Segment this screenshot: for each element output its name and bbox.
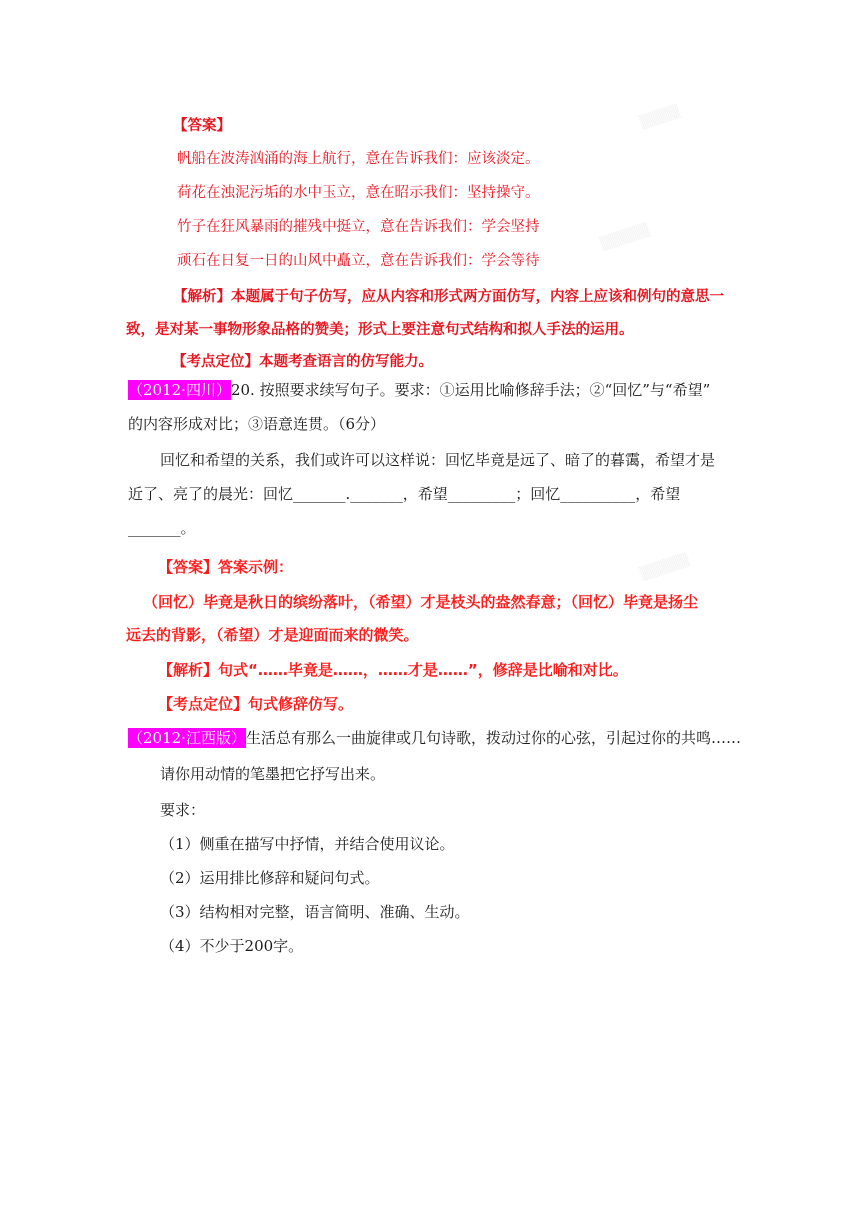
source-tag: （2012·江西版）	[128, 729, 246, 747]
question-text: 20. 按照要求续写句子。要求：①运用比喻修辞手法；②“回忆”与“希望”	[230, 381, 711, 399]
question-text: 生活总有那么一曲旋律或几句诗歌，拨动过你的心弦，引起过你的共鸣……	[245, 729, 741, 747]
watermark: ▒▒▒▒▒	[638, 552, 692, 583]
source-tag: （2012·四川）	[128, 381, 231, 399]
question-line	[128, 380, 710, 400]
answer-header: 【答案】答案示例：	[158, 558, 294, 576]
requirement-header: 要求：	[160, 801, 206, 819]
watermark: ▒▒▒▒▒	[598, 222, 652, 253]
prompt-line: _______。	[128, 519, 196, 537]
answer-line: 竹子在狂风暴雨的摧残中挺立，意在告诉我们：学会坚持	[177, 219, 540, 235]
answer-line: 帆船在波涛汹涌的海上航行，意在告诉我们：应该淡定。	[177, 151, 540, 167]
kaodian-line: 【考点定位】句式修辞仿写。	[158, 695, 354, 713]
kaodian-line: 【考点定位】本题考查语言的仿写能力。	[172, 354, 433, 370]
analysis-line: 【解析】句式“……毕竟是……，……才是……”，修辞是比喻和对比。	[158, 661, 628, 679]
answer-line: 荷花在浊泥污垢的水中玉立，意在昭示我们：坚持操守。	[177, 185, 540, 201]
question-line	[128, 728, 741, 748]
requirement-item: （1）侧重在描写中抒情，并结合使用议论。	[160, 835, 455, 853]
answer-line: 远去的背影，（希望）才是迎面而来的微笑。	[126, 626, 419, 644]
prompt-line: 回忆和希望的关系，我们或许可以这样说：回忆毕竟是远了、暗了的暮霭，希望才是	[160, 451, 716, 469]
requirement-item: （3）结构相对完整，语言简明、准确、生动。	[160, 903, 470, 921]
analysis-line: 致，是对某一事物形象品格的赞美；形式上要注意句式结构和拟人手法的运用。	[126, 322, 634, 338]
requirement-item: （4）不少于200字。	[160, 937, 304, 955]
question-line: 请你用动情的笔墨把它抒写出来。	[160, 765, 386, 783]
answer-header: 【答案】	[173, 118, 231, 134]
prompt-line: 近了、亮了的晨光：回忆_______._______，希望_________；回忆__________，希望	[128, 485, 681, 503]
answer-line: （回忆）毕竟是秋日的缤纷落叶，（希望）才是枝头的盎然春意；（回忆）毕竟是扬尘	[143, 593, 699, 611]
requirement-item: （2）运用排比修辞和疑问句式。	[160, 869, 380, 887]
analysis-line: 【解析】本题属于句子仿写，应从内容和形式两方面仿写，内容上应该和例句的意思一	[173, 289, 724, 305]
answer-line: 顽石在日复一日的山风中矗立，意在告诉我们：学会等待	[177, 253, 540, 269]
watermark: ▒▒▒▒	[638, 104, 682, 131]
question-line: 的内容形成对比；③语意连贯。（6分）	[128, 415, 386, 433]
